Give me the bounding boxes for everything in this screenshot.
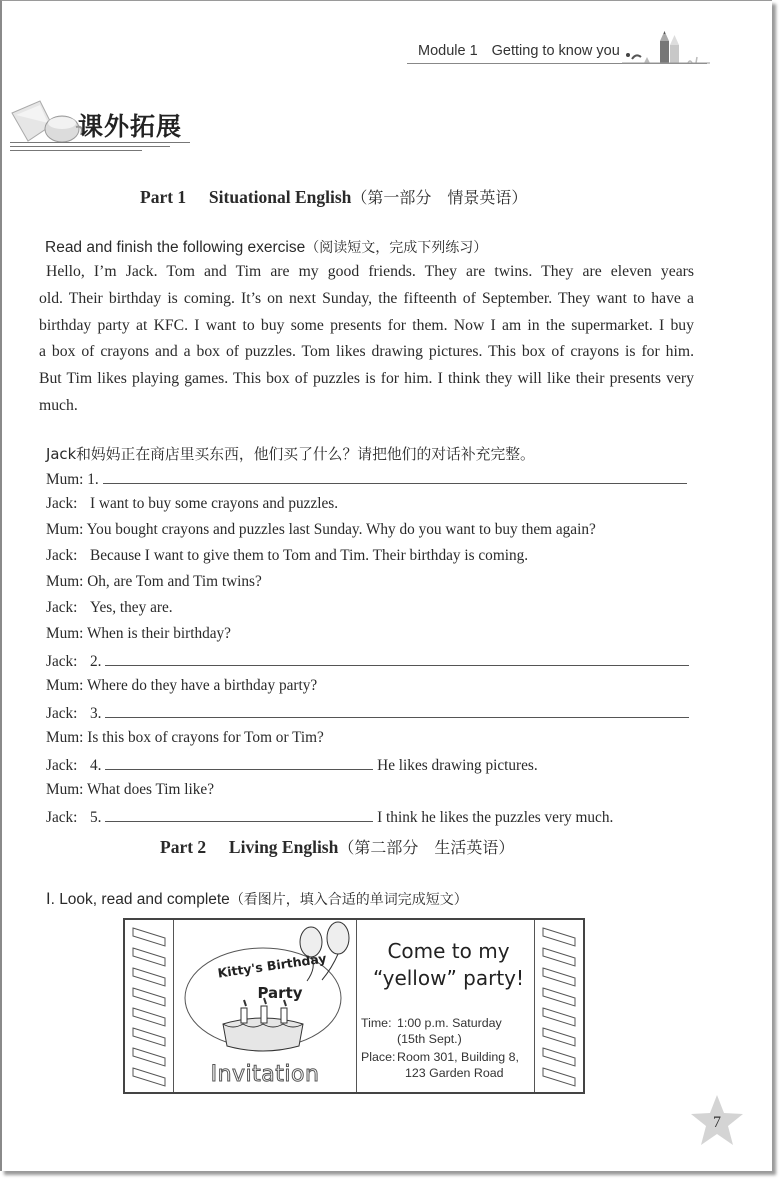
headline-line-2: “yellow” party! — [372, 966, 525, 990]
passage-line: old. Their birthday is coming. It’s on next Sunday, the fifteenth of September. They want to have a — [39, 289, 694, 307]
part1-title: Situational English — [208, 187, 352, 207]
reading-instruction — [45, 237, 487, 257]
module-title: Getting to know you — [491, 43, 620, 59]
speaker: Jack: — [46, 809, 78, 826]
dialogue-line — [46, 599, 173, 619]
place-label: Place: — [361, 1050, 396, 1064]
headline-line-1: Come to my — [387, 939, 510, 963]
module-label: Module 1 — [418, 43, 478, 59]
dialogue-line — [46, 703, 689, 723]
dialogue-line — [46, 469, 687, 489]
answer-blank-5[interactable] — [105, 807, 373, 822]
speaker: Mum: — [46, 573, 84, 590]
item-number: 3. — [90, 705, 102, 722]
dialogue-line — [46, 729, 324, 749]
part2-cn-title: （第二部分 生活英语） — [338, 838, 515, 857]
item-number: 2. — [90, 653, 102, 670]
place-value: Room 301, Building 8, — [397, 1050, 519, 1064]
invitation-party-label: Party — [257, 984, 303, 1002]
dialogue-line — [46, 651, 689, 671]
speaker: Mum: — [46, 781, 84, 798]
reading-instruction-en: Read and finish the following exercise — [45, 239, 306, 256]
ticket-stub-stripes — [534, 920, 583, 1092]
exercise-instruction-en: . Look, read and complete — [50, 891, 230, 908]
passage-line: birthday party at KFC. I want to buy some presents for them. Now I am in the supermarket. I buy — [39, 316, 694, 334]
passage-line: a box of crayons and a box of puzzles. Tom likes drawing pictures. This box of crayons is for him. — [39, 343, 694, 361]
dialogue-line — [46, 521, 596, 541]
exercise-instruction-cn: （看图片，填入合适的单词完成短文） — [229, 892, 468, 908]
line-text: Oh, are Tom and Tim twins? — [87, 573, 262, 590]
page-number: 7 — [713, 1114, 721, 1131]
banner-rule — [10, 142, 190, 143]
line-text: I think he likes the puzzles very much. — [377, 809, 614, 826]
line-text: You bought crayons and puzzles last Sunday. Why do you want to buy them again? — [86, 521, 596, 538]
line-text: Is this box of crayons for Tom or Tim? — [87, 729, 324, 746]
dialogue-line — [46, 807, 613, 827]
ticket-stub-stripes — [125, 920, 174, 1092]
line-text: He likes drawing pictures. — [377, 757, 538, 774]
passage-line: But Tim likes playing games. This box of puzzles is for him. I think they will like their presents very — [39, 370, 694, 388]
line-text: Because I want to give them to Tom and Tim. Their birthday is coming. — [90, 547, 529, 564]
reading-passage — [39, 259, 694, 420]
invitation-time — [361, 1016, 502, 1030]
invitation-place — [361, 1050, 519, 1064]
exercise-1-instruction — [46, 889, 468, 909]
item-number: 5. — [90, 809, 102, 826]
invitation-word: Invitation — [210, 1062, 320, 1087]
dialogue-line — [46, 755, 538, 775]
invitation-arc-title: Kitty's Birthday — [216, 950, 328, 981]
dialogue-line — [46, 677, 317, 697]
section-title: 课外拓展 — [78, 112, 183, 141]
speaker: Jack: — [46, 705, 78, 722]
dialogue-line — [46, 547, 528, 567]
invitation-ticket — [123, 918, 585, 1094]
part2-heading — [160, 835, 514, 858]
banner-rule — [10, 150, 142, 151]
speaker: Jack: — [46, 757, 78, 774]
line-text: Where do they have a birthday party? — [86, 677, 318, 694]
part1-label: Part 1 — [140, 187, 187, 207]
dialogue-line — [46, 573, 262, 593]
answer-blank-4[interactable] — [105, 755, 373, 770]
answer-blank-3[interactable] — [105, 703, 689, 718]
speaker: Jack: — [46, 547, 78, 564]
item-number: 4. — [90, 757, 102, 774]
reading-instruction-cn: （阅读短文，完成下列练习） — [305, 240, 488, 256]
speaker: Mum: — [46, 625, 84, 642]
speaker: Jack: — [46, 599, 78, 616]
speaker: Mum: — [46, 471, 84, 488]
line-text: When is their birthday? — [86, 625, 231, 642]
place-value-2: 123 Garden Road — [405, 1066, 504, 1080]
ticket-divider — [356, 920, 357, 1092]
part1-heading — [140, 185, 527, 208]
speaker: Mum: — [46, 729, 84, 746]
answer-blank-1[interactable] — [103, 469, 687, 484]
answer-blank-2[interactable] — [105, 651, 689, 666]
running-head — [418, 43, 620, 59]
dialogue-line — [46, 781, 214, 801]
invitation-headline — [361, 938, 536, 992]
speaker: Mum: — [46, 677, 84, 694]
exercise-numeral: Ⅰ — [46, 891, 51, 908]
passage-line: much. — [39, 396, 78, 414]
dialogue-line — [46, 625, 231, 645]
speaker: Jack: — [46, 653, 78, 670]
time-value-2: (15th Sept.) — [397, 1032, 462, 1046]
part2-label: Part 2 — [160, 837, 207, 857]
dialogue-line — [46, 495, 338, 515]
passage-line: Hello, I’m Jack. Tom and Tim are my good friends. They are twins. They are eleven years — [46, 263, 694, 280]
banner-rule — [10, 146, 170, 147]
speaker: Mum: — [46, 521, 84, 538]
line-text: Yes, they are. — [90, 599, 173, 616]
part2-title: Living English — [228, 837, 339, 857]
item-number: 1. — [87, 471, 99, 488]
part1-cn-title: （第一部分 情景英语） — [351, 188, 528, 207]
line-text: What does Tim like? — [86, 781, 215, 798]
line-text: I want to buy some crayons and puzzles. — [90, 495, 339, 512]
speaker: Jack: — [46, 495, 78, 512]
time-label: Time: — [361, 1016, 392, 1030]
pencils-icon — [622, 29, 712, 65]
dialogue-instruction: Jack和妈妈正在商店里买东西，他们买了什么？请把他们的对话补充完整。 — [46, 446, 535, 463]
time-value: 1:00 p.m. Saturday — [397, 1016, 502, 1030]
